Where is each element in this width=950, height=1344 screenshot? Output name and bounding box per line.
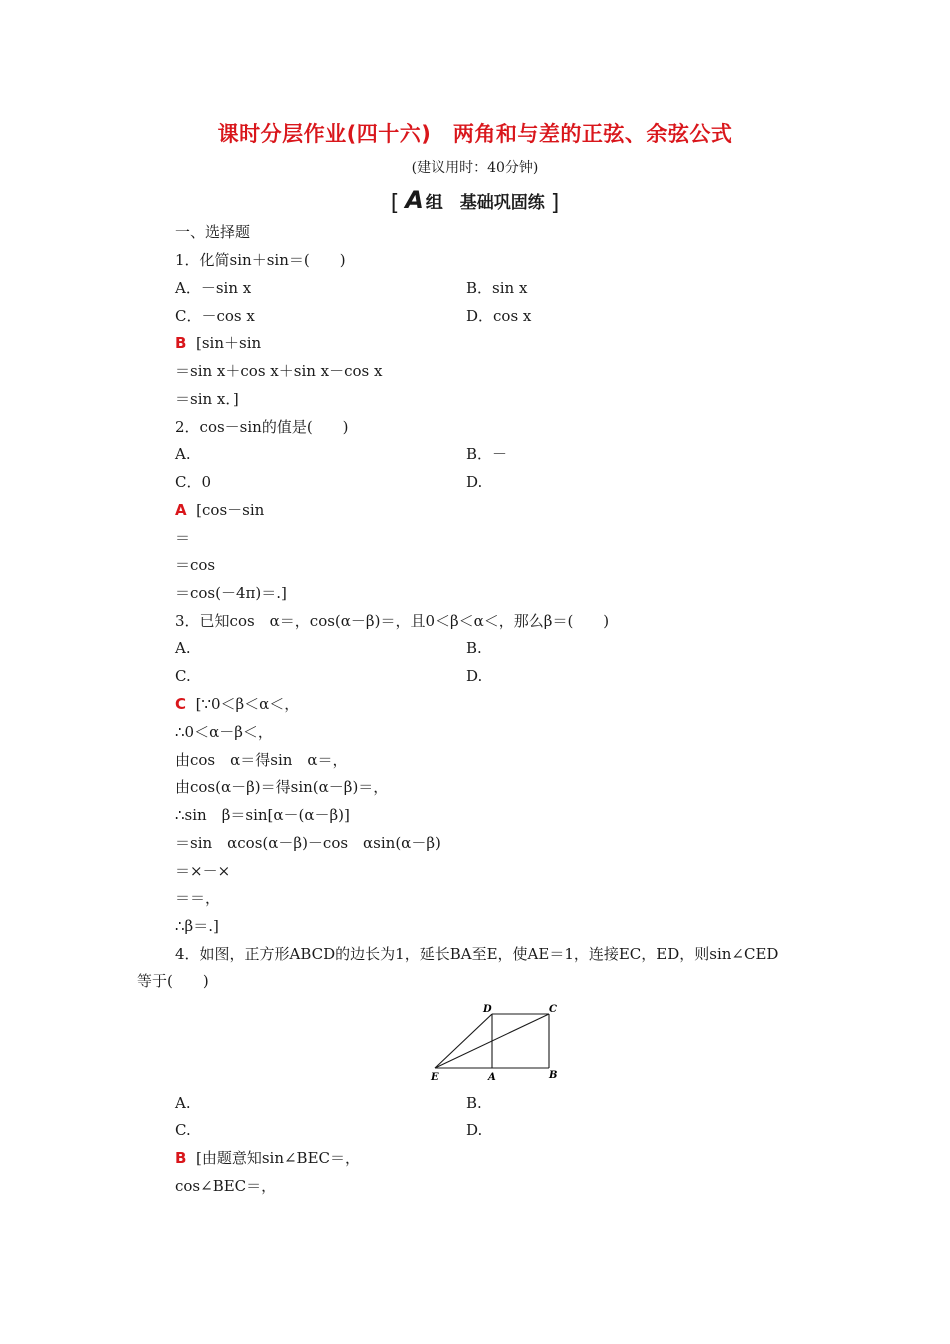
q1-option-b: B．sin x <box>466 279 528 297</box>
label-d: D <box>483 1004 492 1015</box>
q3-option-b: B. <box>466 639 482 657</box>
label-c: C <box>549 1004 557 1015</box>
q1-answer: B <box>175 334 187 352</box>
q4-solution-line: B [由题意知sin∠BEC＝， <box>175 1149 361 1167</box>
q1-solution-line: ＝sin x＋cos x＋sin x－cos x <box>175 362 383 380</box>
group-bracket-open: [ <box>390 191 400 216</box>
q2-option-a: A. <box>175 445 191 463</box>
q3-solution-line: 由cos(α－β)＝得sin(α－β)＝， <box>175 778 389 796</box>
label-b: B <box>549 1070 558 1081</box>
q3-option-c: C. <box>175 667 191 685</box>
group-heading <box>0 186 950 216</box>
q4-stem-continued: 等于( ) <box>137 972 209 990</box>
q1-stem: 1．化简sin＋sin＝( ) <box>175 251 346 269</box>
q1-option-a: A．－sin x <box>175 279 252 297</box>
q4-option-b: B. <box>466 1094 482 1112</box>
q2-solution-line: ＝ <box>175 529 191 547</box>
q1-solution-line: ＝sin x．] <box>175 390 239 408</box>
suggested-time: (建议用时：40分钟) <box>411 160 539 176</box>
q1-option-c: C．－cos x <box>175 307 255 325</box>
q2-stem: 2．cos－sin的值是( ) <box>175 418 349 436</box>
q4-solution-line: cos∠BEC＝， <box>175 1177 277 1195</box>
q2-solution-line: ＝cos <box>175 556 216 574</box>
q4-option-d: D. <box>466 1121 483 1139</box>
q2-option-d: D. <box>466 473 483 491</box>
q3-solution-line: ∴sin β＝sin[α－(α－β)] <box>175 806 350 824</box>
q2-solution-line: A [cos－sin <box>175 501 265 519</box>
group-bracket-close: ] <box>550 191 560 216</box>
square-figure <box>425 1000 565 1086</box>
q3-solution-line: ∴0＜α－β＜， <box>175 723 273 741</box>
group-text: 组 基础巩固练 <box>425 193 545 213</box>
q2-solution-line: ＝cos(－4π)＝.] <box>175 584 287 602</box>
q3-option-a: A. <box>175 639 191 657</box>
q4-option-c: C. <box>175 1121 191 1139</box>
q2-option-b: B．－ <box>466 445 508 463</box>
label-e: E <box>431 1072 439 1083</box>
q3-solution-line: C [∵0＜β＜α＜， <box>175 695 300 713</box>
label-a: A <box>488 1072 496 1083</box>
q4-option-a: A. <box>175 1094 191 1112</box>
q3-solution-line: ＝×－× <box>175 862 231 880</box>
q3-solution-line: ＝sin αcos(α－β)－cos αsin(α－β) <box>175 834 441 852</box>
q3-option-d: D. <box>466 667 483 685</box>
q1-solution-line: B [sin＋sin <box>175 334 262 352</box>
q3-solution-line: ＝＝， <box>175 889 221 907</box>
q4-answer: B <box>175 1149 187 1167</box>
q2-option-c: C．0 <box>175 473 212 491</box>
section-heading: 一、选择题 <box>175 223 251 241</box>
page-title: 课时分层作业(四十六) 两角和与差的正弦、余弦公式 <box>217 122 733 146</box>
q3-solution-line: 由cos α＝得sin α＝， <box>175 751 348 769</box>
q1-option-d: D．cos x <box>466 307 532 325</box>
q3-stem: 3．已知cos α＝，cos(α－β)＝，且0＜β＜α＜，那么β＝( ) <box>175 612 610 630</box>
q3-solution-line: ∴β＝.] <box>175 917 219 935</box>
q2-answer: A <box>175 501 187 519</box>
q3-answer: C <box>175 695 187 713</box>
group-letter: A <box>405 186 424 214</box>
q4-stem: 4．如图，正方形ABCD的边长为1，延长BA至E，使AE＝1，连接EC，ED，则sin∠CED <box>175 945 779 963</box>
segment-ed <box>435 1014 492 1068</box>
